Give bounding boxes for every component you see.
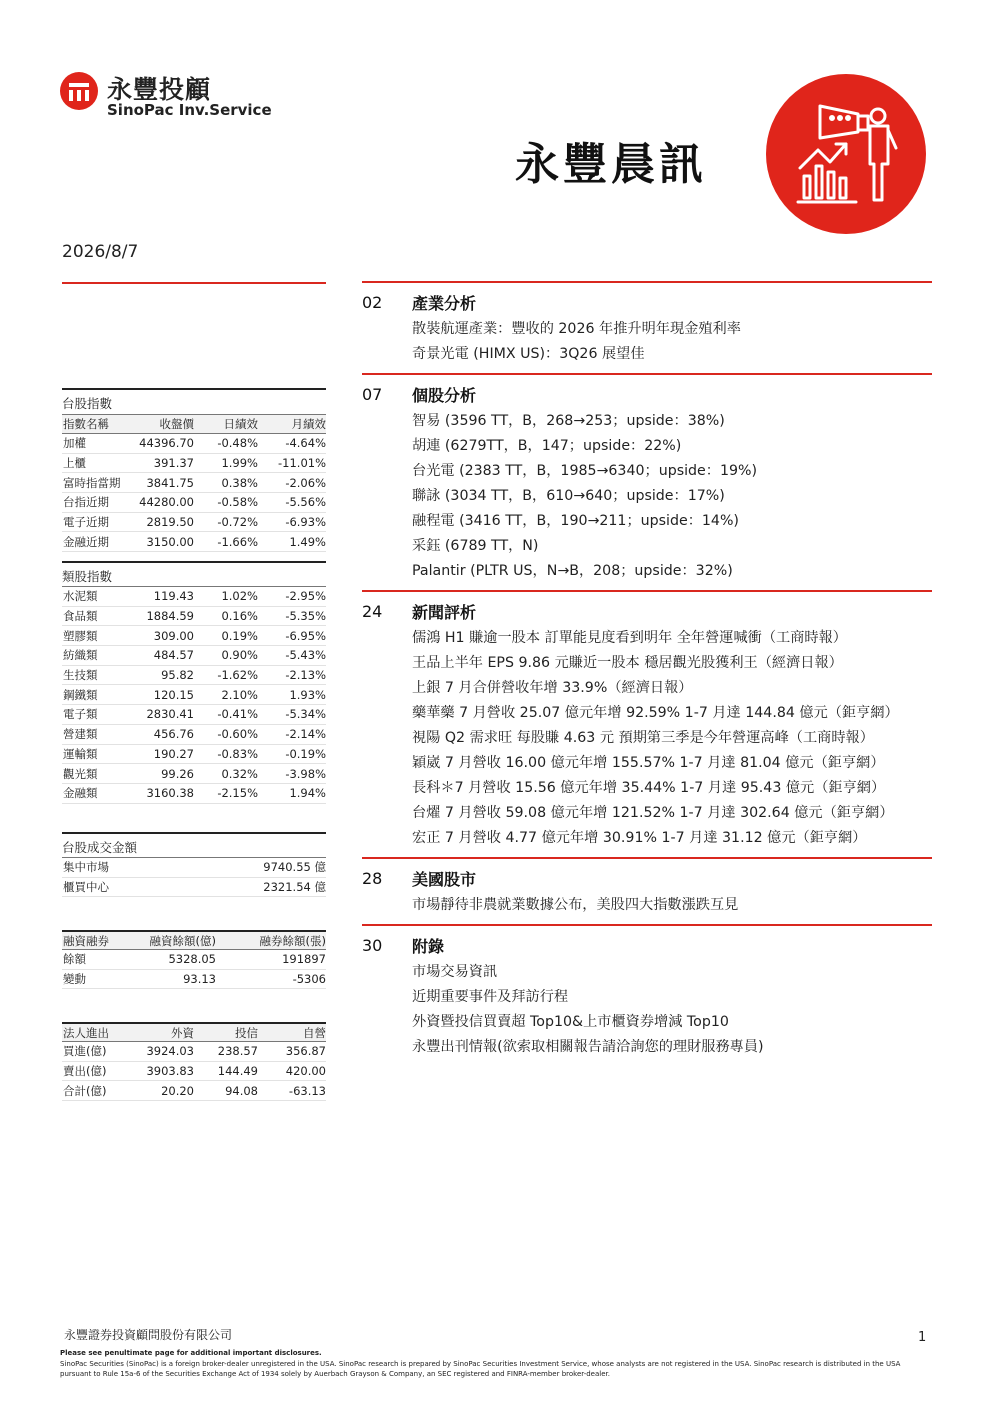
cell-value: 3841.75 (146, 475, 194, 490)
cell-value: -5.56% (285, 495, 326, 510)
table-header (62, 414, 326, 434)
cell-value: -5.43% (285, 648, 326, 663)
column-header: 融資融券 (63, 933, 109, 948)
cell-value: -5.35% (285, 609, 326, 624)
list-item[interactable]: 長科＊7 月營收 15.56 億元年增 35.44% 1-7 月達 95.43 億元（鉅亨網） (412, 780, 886, 796)
table-row (62, 513, 326, 533)
divider (62, 282, 326, 284)
row-label: 富時指當期 (63, 475, 121, 490)
company-logo (60, 70, 280, 122)
row-label: 水泥類 (63, 589, 98, 604)
twse-index-table (62, 388, 326, 552)
cell-value: 191897 (282, 952, 326, 967)
list-item[interactable]: 散裝航運產業：豐收的 2026 年推升明年現金殖利率 (412, 321, 741, 337)
section-title: 新聞評析 (412, 602, 477, 622)
row-label: 電子近期 (63, 515, 109, 530)
row-label: 合計(億) (63, 1083, 107, 1098)
row-label: 營建類 (63, 727, 98, 742)
cell-value: 190.27 (153, 746, 194, 761)
list-item[interactable]: 市場交易資訊 (412, 964, 498, 980)
column-header: 日績效 (223, 417, 258, 431)
cell-value: 0.19% (221, 628, 258, 643)
table-row (62, 858, 326, 878)
cell-value: -6.93% (285, 515, 326, 530)
report-date: 2026/8/7 (62, 242, 139, 262)
row-label: 賣出(億) (63, 1064, 107, 1079)
margin-table (62, 930, 326, 989)
list-item[interactable]: Palantir (PLTR US，N→B，208；upside：32%) (412, 563, 733, 579)
list-item[interactable]: 近期重要事件及拜訪行程 (412, 989, 569, 1005)
row-label: 鋼鐵類 (63, 687, 98, 702)
cell-value: -63.13 (288, 1083, 326, 1098)
table-row (62, 764, 326, 784)
column-header: 融資餘額(億) (149, 933, 216, 948)
table-caption: 台股成交金額 (62, 832, 326, 858)
table-row (62, 685, 326, 705)
disclaimer-heading: Please see penultimate page for additional important disclosures. (60, 1349, 322, 1357)
table-row (62, 473, 326, 493)
cell-value: 9740.55 億 (263, 860, 326, 875)
page-title: 永豐晨訊 (515, 139, 707, 190)
cell-value: -0.58% (217, 495, 258, 510)
cell-value: 1884.59 (146, 609, 194, 624)
table-row (62, 745, 326, 765)
presenter-chart-icon (766, 74, 926, 234)
column-header: 外資 (171, 1025, 194, 1040)
section-industry (362, 281, 932, 373)
cell-value: 0.16% (221, 609, 258, 624)
cell-value: 95.82 (161, 668, 194, 683)
section-title: 產業分析 (412, 293, 477, 313)
cell-value: -6.95% (285, 628, 326, 643)
cell-value: -5.34% (285, 707, 326, 722)
cell-value: 3903.83 (146, 1064, 194, 1079)
cell-value: 44280.00 (139, 495, 194, 510)
cell-value: 0.38% (221, 475, 258, 490)
row-label: 加權 (63, 436, 86, 451)
row-label: 電子類 (63, 707, 98, 722)
row-label: 觀光類 (63, 766, 98, 781)
list-item[interactable]: 智易 (3596 TT，B，268→253；upside：38%) (412, 413, 725, 429)
column-header: 投信 (235, 1025, 258, 1040)
cell-value: -2.15% (217, 786, 258, 801)
cell-value: -4.64% (285, 436, 326, 451)
row-label: 紡織類 (63, 648, 98, 663)
cell-value: 309.00 (153, 628, 194, 643)
column-header: 法人進出 (63, 1025, 109, 1040)
row-label: 生技類 (63, 668, 98, 683)
section-page-number: 07 (362, 384, 383, 404)
column-header: 收盤價 (159, 417, 194, 431)
list-item[interactable]: 奇景光電 (HIMX US)：3Q26 展望佳 (412, 346, 645, 362)
table-row (62, 784, 326, 804)
cell-value: 356.87 (285, 1044, 326, 1059)
cell-value: -0.41% (217, 707, 258, 722)
cell-value: 119.43 (153, 589, 194, 604)
list-item[interactable]: 台光電 (2383 TT，B，1985→6340；upside：19%) (412, 463, 758, 479)
cell-value: 93.13 (183, 972, 216, 987)
table-row (62, 666, 326, 686)
list-item[interactable]: 藥華藥 7 月營收 25.07 億元年增 92.59% 1-7 月達 144.84 億元（鉅亨網） (412, 705, 899, 721)
cell-value: 2321.54 億 (263, 880, 326, 895)
cell-value: 2830.41 (146, 707, 194, 722)
cell-value: -5306 (292, 972, 326, 987)
cell-value: -1.66% (217, 534, 258, 549)
row-label: 塑膠類 (63, 628, 98, 643)
list-item[interactable]: 永豐出刊情報(欲索取相關報告請洽詢您的理財服務專員) (412, 1039, 764, 1055)
cell-value: 3150.00 (146, 534, 194, 549)
cell-value: 456.76 (153, 727, 194, 742)
cell-value: 94.08 (225, 1083, 258, 1098)
cell-value: 1.02% (221, 589, 258, 604)
cell-value: -0.60% (217, 727, 258, 742)
row-label: 金融近期 (63, 534, 109, 549)
section-page-number: 02 (362, 292, 383, 312)
table-row (62, 1062, 326, 1082)
cell-value: -2.13% (285, 668, 326, 683)
section-page-number: 30 (362, 935, 383, 955)
row-label: 上櫃 (63, 456, 86, 471)
list-item[interactable]: 上銀 7 月合併營收年增 33.9%（經濟日報） (412, 680, 693, 696)
section-news (362, 590, 932, 857)
table-row (62, 607, 326, 627)
cell-value: -2.14% (285, 727, 326, 742)
table-header (62, 1022, 326, 1042)
table-row (62, 626, 326, 646)
cell-value: 0.90% (221, 648, 258, 663)
row-label: 變動 (63, 972, 86, 987)
table-caption: 類股指數 (62, 561, 326, 587)
list-item[interactable]: 台燿 7 月營收 59.08 億元年增 121.52% 1-7 月達 302.64 億元（鉅亨網） (412, 805, 894, 821)
table-row (62, 587, 326, 607)
table-row (62, 434, 326, 454)
list-item[interactable]: 胡連 (6279TT，B，147；upside：22%) (412, 438, 682, 454)
cell-value: 484.57 (153, 648, 194, 663)
section-title: 附錄 (412, 936, 445, 956)
turnover-table (62, 832, 326, 897)
table-row (62, 532, 326, 552)
cell-value: -3.98% (285, 766, 326, 781)
cell-value: 2819.50 (146, 515, 194, 530)
row-label: 櫃買中心 (63, 880, 109, 895)
table-row (62, 493, 326, 513)
cell-value: 2.10% (221, 687, 258, 702)
section-stocks (362, 373, 932, 590)
cell-value: 20.20 (161, 1083, 194, 1098)
section-title: 個股分析 (412, 385, 477, 405)
cell-value: 3924.03 (146, 1044, 194, 1059)
list-item[interactable]: 采鈺 (6789 TT，N) (412, 538, 539, 554)
cell-value: 1.49% (289, 534, 326, 549)
cell-value: 3160.38 (146, 786, 194, 801)
cell-value: 99.26 (161, 766, 194, 781)
table-caption: 台股指數 (62, 388, 326, 414)
cell-value: 420.00 (285, 1064, 326, 1079)
cell-value: -2.06% (285, 475, 326, 490)
row-label: 台指近期 (63, 495, 109, 510)
list-item[interactable]: 外資暨投信買賣超 Top10&上市櫃資券增減 Top10 (412, 1014, 729, 1030)
list-item[interactable]: 穎崴 7 月營收 16.00 億元年增 155.57% 1-7 月達 81.04 億元（鉅亨網） (412, 755, 885, 771)
cell-value: -11.01% (278, 456, 326, 471)
section-us-market (362, 857, 932, 924)
page-number: 1 (918, 1330, 927, 1345)
cell-value: 391.37 (153, 456, 194, 471)
row-label: 運輸類 (63, 746, 98, 761)
row-label: 金融類 (63, 786, 98, 801)
table-row (62, 1042, 326, 1062)
table-row (62, 646, 326, 666)
section-title: 美國股市 (412, 869, 477, 889)
row-label: 餘額 (63, 952, 86, 967)
row-label: 買進(億) (63, 1044, 107, 1059)
cell-value: 1.94% (289, 786, 326, 801)
list-item[interactable]: 視陽 Q2 需求旺 每股賺 4.63 元 預期第三季是今年營運高峰（工商時報） (412, 730, 874, 746)
cell-value: 0.32% (221, 766, 258, 781)
cell-value: -0.19% (285, 746, 326, 761)
logo-chinese-name: 永豐投顧 (107, 75, 212, 104)
table-row (62, 705, 326, 725)
row-label: 食品類 (63, 609, 98, 624)
column-header: 指數名稱 (63, 417, 109, 431)
cell-value: 120.15 (153, 687, 194, 702)
cell-value: 144.49 (217, 1064, 258, 1079)
cell-value: 44396.70 (139, 436, 194, 451)
cell-value: 1.93% (289, 687, 326, 702)
table-row (62, 950, 326, 970)
contents-column (362, 281, 932, 1066)
cell-value: 238.57 (217, 1044, 258, 1059)
logo-english-name: SinoPac Inv.Service (107, 101, 272, 119)
cell-value: 5328.05 (168, 952, 216, 967)
column-header: 自營 (303, 1025, 326, 1040)
table-row (62, 454, 326, 474)
column-header: 月績效 (291, 417, 326, 431)
sinopac-logo-icon (60, 72, 98, 110)
list-item[interactable]: 聯詠 (3034 TT，B，610→640；upside：17%) (412, 488, 725, 504)
table-row (62, 725, 326, 745)
footer-company: 永豐證券投資顧問股份有限公司 (64, 1328, 233, 1342)
table-header (62, 930, 326, 950)
table-row (62, 878, 326, 898)
list-item[interactable]: 儒鴻 H1 賺逾一股本 訂單能見度看到明年 全年營運喊衝（工商時報） (412, 630, 847, 646)
list-item[interactable]: 市場靜待非農就業數據公布，美股四大指數漲跌互見 (412, 897, 739, 913)
list-item[interactable]: 王品上半年 EPS 9.86 元賺近一股本 穩居觀光股獲利王（經濟日報） (412, 655, 843, 671)
cell-value: -0.83% (217, 746, 258, 761)
list-item[interactable]: 融程電 (3416 TT，B，190→211；upside：14%) (412, 513, 739, 529)
section-page-number: 28 (362, 868, 383, 888)
table-row (62, 970, 326, 990)
cell-value: -1.62% (217, 668, 258, 683)
list-item[interactable]: 宏正 7 月營收 4.77 億元年增 30.91% 1-7 月達 31.12 億元（鉅亨網） (412, 830, 867, 846)
institutional-table (62, 1022, 326, 1101)
sector-index-table (62, 561, 326, 804)
column-header: 融券餘額(張) (259, 933, 326, 948)
cell-value: 1.99% (221, 456, 258, 471)
disclaimer-text: SinoPac Securities (SinoPac) is a foreign broker-dealer unregistered in the USA. SinoPac research is prepared by SinoPac Securities Investment Service, whose analysts are not registered in the USA. SinoPac research is distributed in the USA pursuant to Rule 15a-6 of the Securities Exchange Act of 1934 solely by Auerbach Grayson & Company, an SEC registered and FINRA-member broker-dealer. (60, 1360, 901, 1378)
cell-value: -0.48% (217, 436, 258, 451)
cell-value: -2.95% (285, 589, 326, 604)
table-row (62, 1081, 326, 1101)
section-page-number: 24 (362, 601, 383, 621)
section-appendix (362, 924, 932, 1066)
cell-value: -0.72% (217, 515, 258, 530)
row-label: 集中市場 (63, 860, 109, 875)
